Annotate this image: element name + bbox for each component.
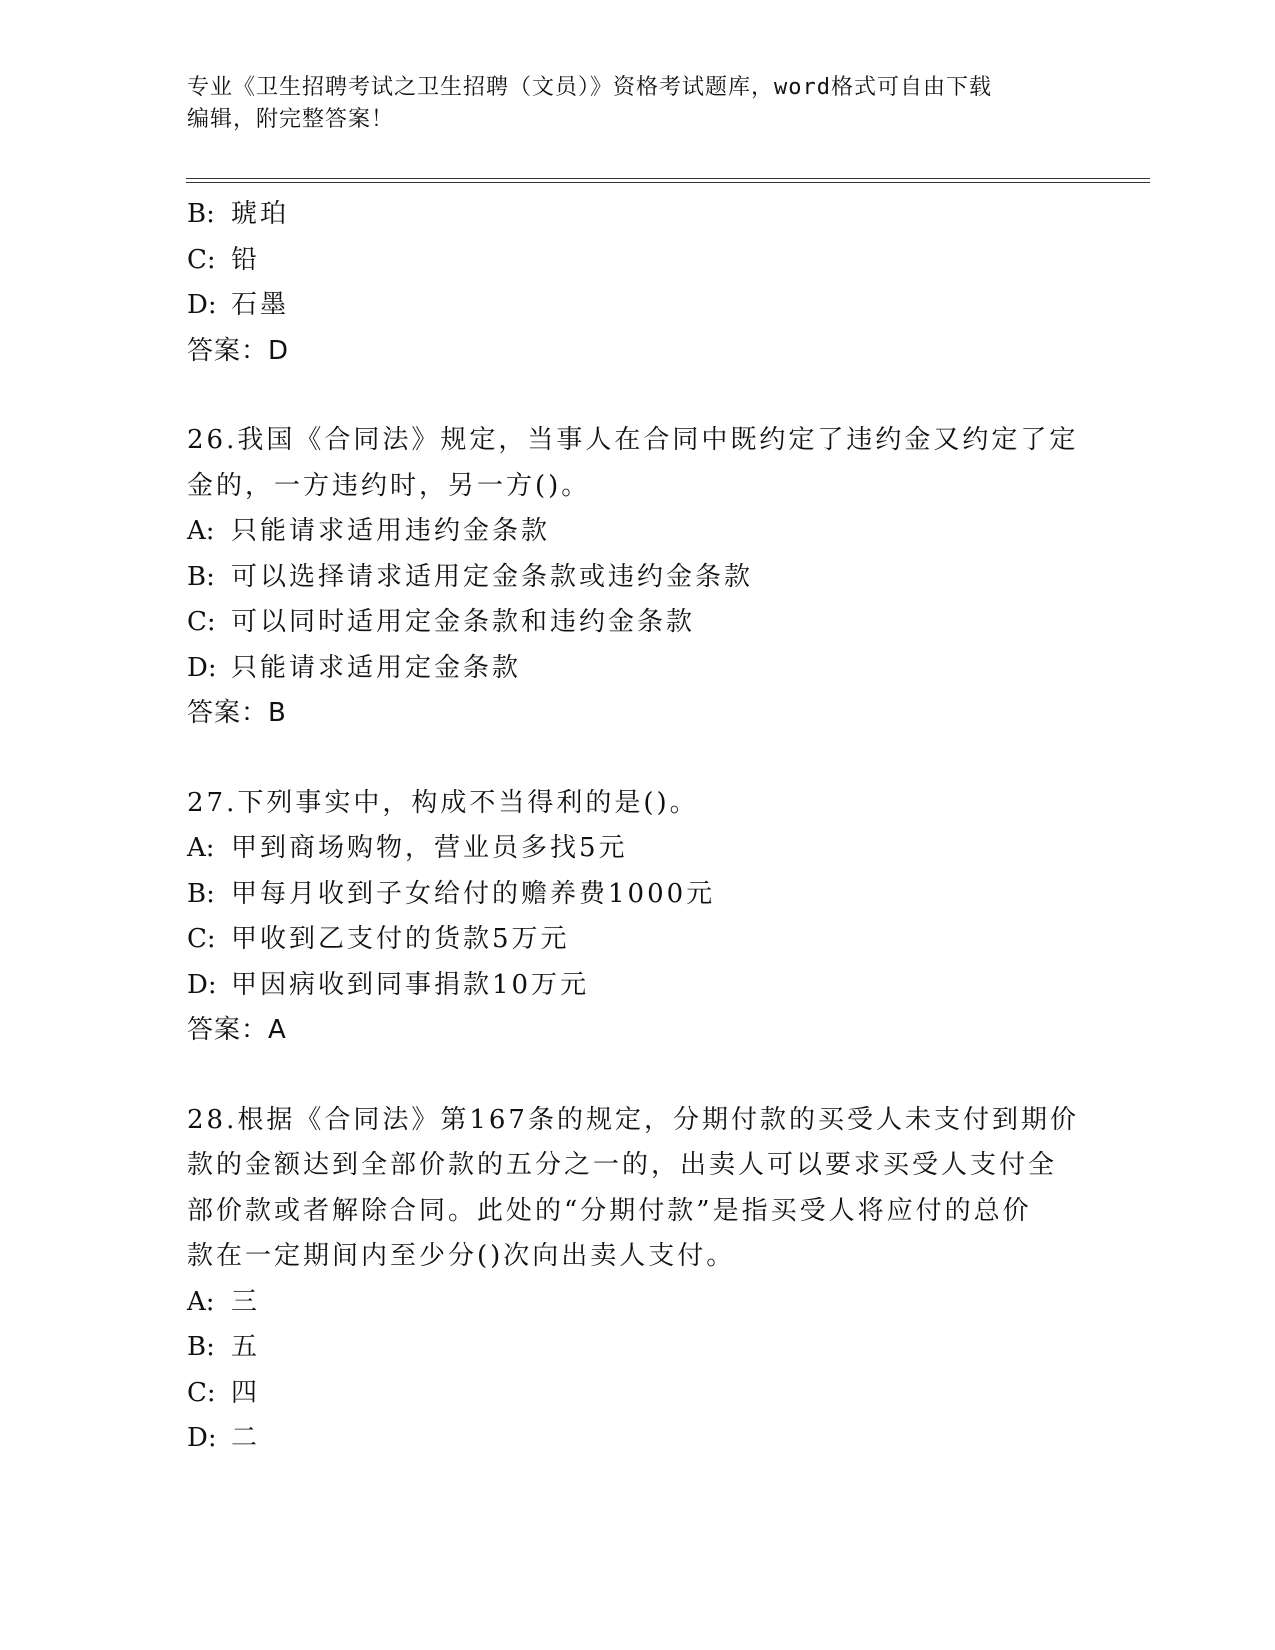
option-d: D: 石墨 [187, 290, 290, 320]
question-text-line: 款在一定期间内至少分()次向出卖人支付。 [187, 1241, 736, 1271]
question-27 [187, 781, 1067, 1054]
header-divider-bottom [186, 182, 1150, 183]
answer-line: 答案：B [187, 698, 287, 728]
option-a: A: 三 [187, 1286, 261, 1317]
option-c: C: 甲收到乙支付的货款5万元 [187, 924, 570, 954]
option-a: A: 甲到商场购物，营业员多找5元 [187, 833, 628, 863]
option-c: C: 四 [187, 1377, 261, 1408]
header-divider-top [186, 178, 1150, 179]
question-text-line: 金的，一方违约时，另一方()。 [187, 470, 591, 501]
document-header [187, 72, 1087, 136]
option-c: C: 可以同时适用定金条款和违约金条款 [187, 607, 696, 637]
question-text-line: 款的金额达到全部价款的五分之一的，出卖人可以要求买受人支付全 [187, 1150, 1058, 1180]
option-b: B: 可以选择请求适用定金条款或违约金条款 [187, 561, 754, 592]
question-text-line: 27.下列事实中，构成不当得利的是()。 [187, 787, 699, 818]
question-25-tail [187, 192, 1067, 374]
question-text-line: 28.根据《合同法》第167条的规定，分期付款的买受人未支付到期价 [187, 1104, 1079, 1135]
header-line-1: 专业《卫生招聘考试之卫生招聘（文员）》资格考试题库，word格式可自由下载 [187, 75, 992, 100]
option-b: B: 甲每月收到子女给付的赡养费1000元 [187, 878, 716, 909]
option-b: B: 五 [187, 1332, 261, 1362]
option-d: D: 只能请求适用定金条款 [187, 652, 522, 683]
answer-line: 答案：A [187, 1015, 287, 1045]
header-line-2: 编辑，附完整答案！ [187, 107, 395, 132]
option-b: B: 琥珀 [187, 199, 290, 229]
option-a: A: 只能请求适用违约金条款 [187, 516, 551, 546]
answer-line: 答案：D [187, 335, 290, 366]
option-c: C: 铅 [187, 244, 261, 275]
option-d: D: 二 [187, 1423, 261, 1453]
question-28 [187, 1098, 1079, 1462]
question-text-line: 部价款或者解除合同。此处的“分期付款”是指买受人将应付的总价 [187, 1195, 1032, 1226]
question-26 [187, 418, 1079, 737]
option-d: D: 甲因病收到同事捐款10万元 [187, 969, 590, 1000]
question-text-line: 26.我国《合同法》规定，当事人在合同中既约定了违约金又约定了定 [187, 425, 1079, 455]
question-content [187, 192, 1079, 1462]
